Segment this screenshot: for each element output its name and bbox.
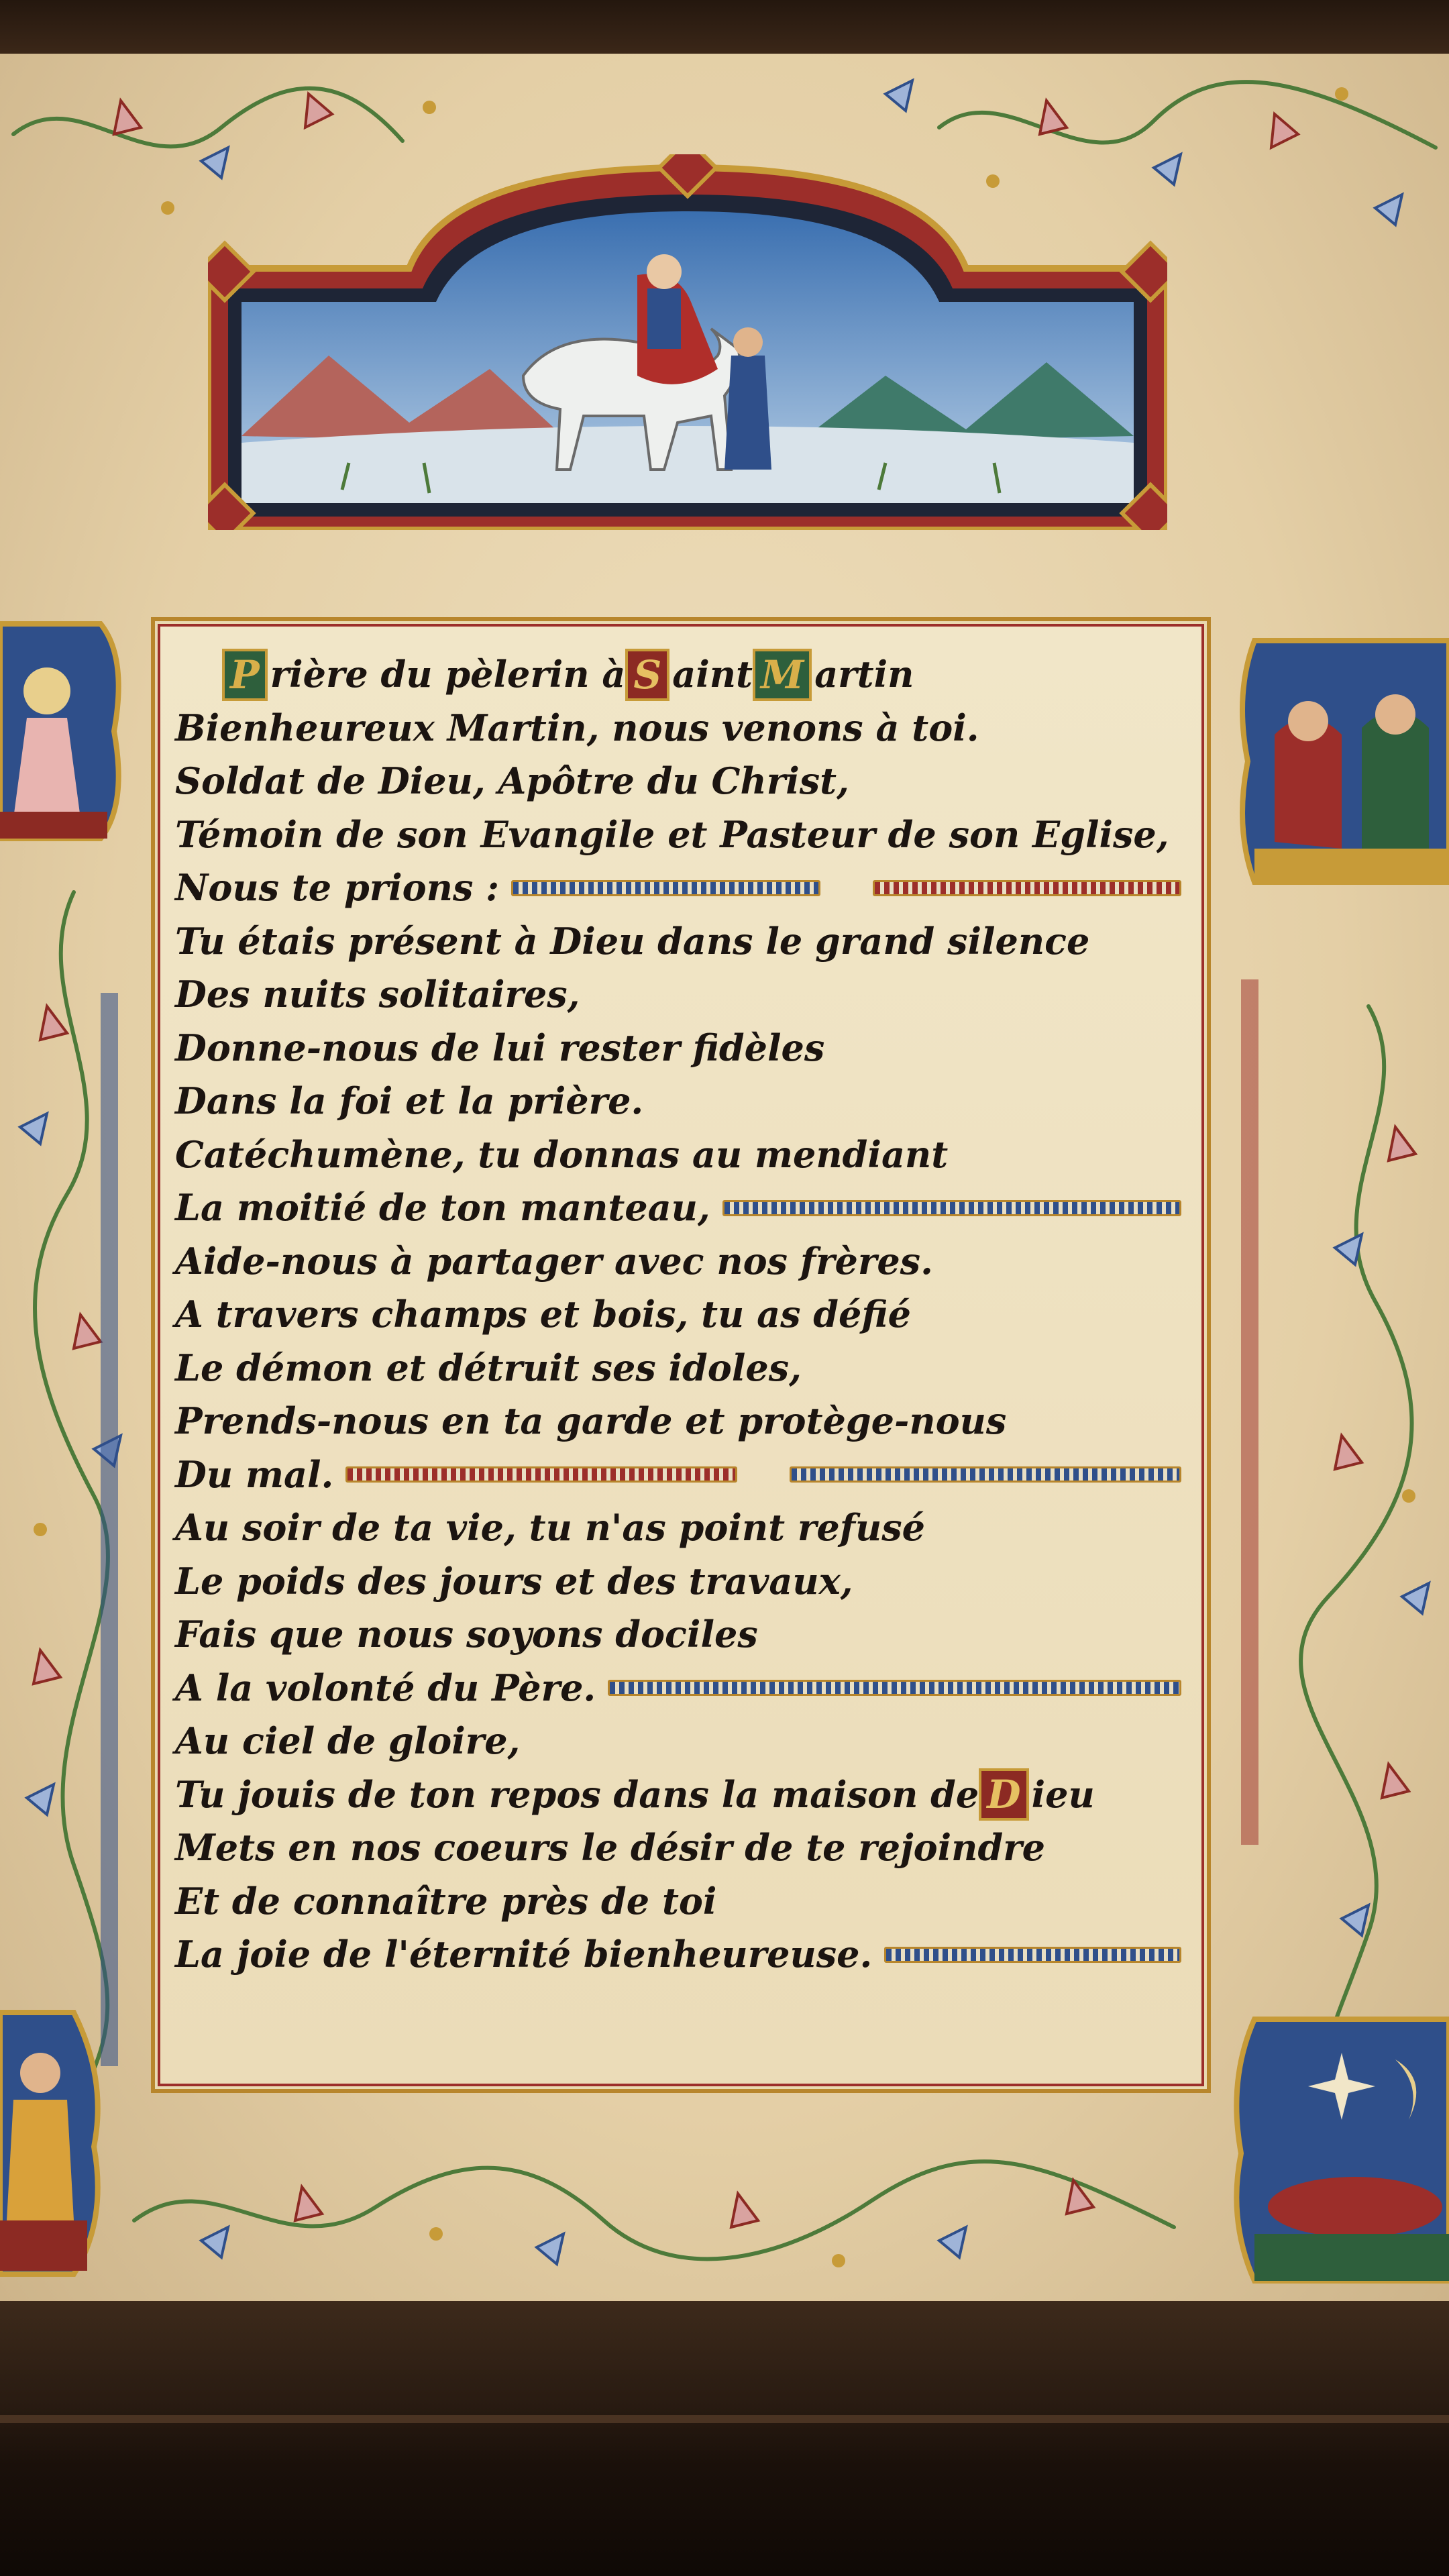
prayer-line: Du mal. bbox=[175, 1448, 1181, 1502]
prayer-line: Le démon et détruit ses idoles, bbox=[175, 1346, 802, 1389]
angel-medallion bbox=[0, 617, 127, 845]
wooden-frame-groove bbox=[0, 2415, 1449, 2423]
bishops-medallion bbox=[1234, 627, 1449, 896]
prayer-line: Soldat de Dieu, Apôtre du Christ, bbox=[175, 759, 849, 802]
illuminated-initial-d: D bbox=[979, 1768, 1028, 1821]
line-filler-ornament bbox=[345, 1466, 737, 1483]
prayer-text-panel bbox=[151, 617, 1211, 2093]
line-filler-ornament bbox=[790, 1466, 1181, 1483]
line-filler-ornament bbox=[722, 1200, 1181, 1216]
illuminated-initial-p: P bbox=[222, 649, 268, 701]
prayer-line: Donne-nous de lui rester fidèles bbox=[175, 1026, 825, 1069]
illuminated-initial-m: M bbox=[753, 649, 812, 701]
prayer-line: Des nuits solitaires, bbox=[175, 973, 580, 1016]
prayer-line: Tu jouis de ton repos dans la maison de D ieu bbox=[175, 1768, 1181, 1822]
title-text-part: aint bbox=[672, 653, 753, 696]
prayer-line: Fais que nous soyons dociles bbox=[175, 1613, 758, 1656]
prayer-line: Catéchumène, tu donnas au mendiant bbox=[175, 1132, 949, 1176]
prayer-line: Et de connaître près de toi bbox=[175, 1879, 717, 1923]
prayer-line: Nous te prions : bbox=[175, 861, 1181, 915]
prayer-line: Bienheureux Martin, nous venons à toi. bbox=[175, 706, 979, 749]
prayer-line: Au soir de ta vie, tu n'as point refusé bbox=[175, 1506, 925, 1549]
prayer-title bbox=[175, 648, 1181, 702]
prayer-line: A travers champs et bois, tu as défié bbox=[175, 1293, 912, 1336]
wooden-frame-top bbox=[0, 0, 1449, 54]
sleeping-saint-medallion bbox=[1228, 2006, 1449, 2288]
line-filler-ornament bbox=[884, 1947, 1181, 1963]
prayer-text bbox=[175, 648, 1181, 1982]
prayer-line: A la volonté du Père. bbox=[175, 1662, 1181, 1715]
illuminated-initial-s: S bbox=[625, 649, 669, 701]
title-text-part: artin bbox=[814, 653, 914, 696]
prayer-line: Témoin de son Evangile et Pasteur de son Eglise, bbox=[175, 812, 1169, 856]
saint-martin-miniature bbox=[208, 154, 1167, 530]
prayer-line: Mets en nos coeurs le désir de te rejoindre bbox=[175, 1826, 1046, 1869]
title-text-part: rière du pèlerin à bbox=[270, 653, 626, 696]
prayer-line: Le poids des jours et des travaux, bbox=[175, 1559, 853, 1603]
prayer-line: Aide-nous à partager avec nos frères. bbox=[175, 1239, 933, 1283]
prayer-line: Tu étais présent à Dieu dans le grand silence bbox=[175, 919, 1090, 963]
line-filler-ornament bbox=[608, 1680, 1181, 1696]
prayer-line: Au ciel de gloire, bbox=[175, 1719, 521, 1762]
prayer-line: La moitié de ton manteau, bbox=[175, 1181, 1181, 1235]
figure-medallion bbox=[0, 1999, 107, 2281]
wooden-frame-bottom bbox=[0, 2301, 1449, 2576]
prayer-line: Dans la foi et la prière. bbox=[175, 1079, 644, 1122]
line-filler-ornament bbox=[511, 880, 820, 896]
line-filler-ornament bbox=[873, 880, 1181, 896]
prayer-line: Prends-nous en ta garde et protège-nous bbox=[175, 1399, 1007, 1442]
prayer-line: La joie de l'éternité bienheureuse. bbox=[175, 1928, 1181, 1982]
